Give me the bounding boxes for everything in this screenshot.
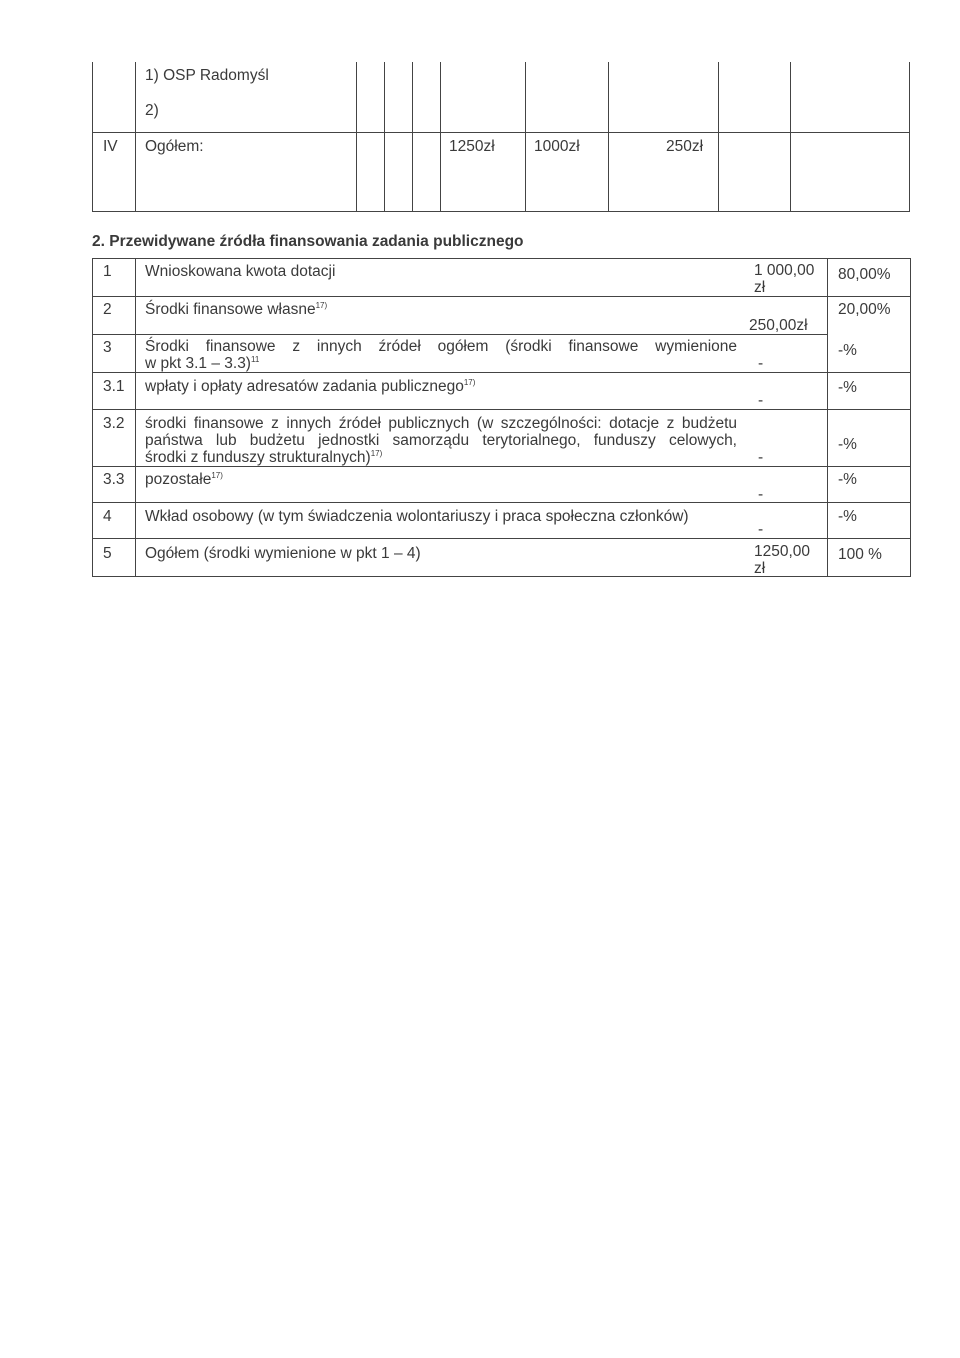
table-border [92,576,911,577]
row-label: wpłaty i opłaty adresatów zadania publicznego$^{17)}$ [145,377,476,395]
percentage: -% [838,508,857,525]
row-label: państwa lub budżetu jednostki samorządu terytorialnego, funduszy celowych, [145,432,737,449]
list-item: 1) OSP Radomyśl [145,67,269,84]
row-label: Wnioskowana kwota dotacji [145,263,336,280]
table-border [412,62,413,212]
row-label: pozostałe$^{17)}$ [145,470,223,488]
table-border [92,334,827,335]
row-label: w pkt 3.1 – 3.3)$^{11}$ [145,354,260,372]
table-border [910,258,911,577]
table-border [92,409,911,410]
table-border [608,62,609,212]
percentage: 20,00% [838,301,891,318]
table-border [440,62,441,212]
table-border [92,62,93,212]
amount: - [758,486,764,503]
amount: 250,00zł [749,317,808,334]
row-number: 4 [103,508,112,525]
amount: 1250,00 [754,543,811,560]
table-border [92,296,911,297]
table-border [92,211,910,212]
table-border [356,62,357,212]
section-heading: 2. Przewidywane źródła finansowania zadania publicznego [92,233,524,250]
table-border [92,372,911,373]
percentage: -% [838,436,857,453]
total-value: 1250zł [449,138,495,155]
row-number: 2 [103,301,112,318]
table-border [92,466,911,467]
amount: 1 000,00 [754,262,815,279]
table-border [92,258,93,577]
row-number: 3.3 [103,471,125,488]
amount: - [758,449,764,466]
percentage: 100 % [838,546,882,563]
table-border [790,62,791,212]
table-border [718,62,719,212]
row-label: środki finansowe z innych źródeł publicznych (w szczególności: dotacje z budżetu [145,415,737,432]
row-number: 1 [103,263,112,280]
total-value: 250zł [666,138,704,155]
percentage: -% [838,342,857,359]
percentage: -% [838,379,857,396]
table-border [525,62,526,212]
row-number: 5 [103,545,112,562]
row-number: 3.1 [103,378,125,395]
table-border [92,132,910,133]
table-border [827,258,828,577]
row-number: IV [103,138,118,155]
amount: - [758,392,764,409]
percentage: -% [838,471,857,488]
table-border [384,62,385,212]
row-number: 3 [103,339,112,356]
row-label: środki z funduszy strukturalnych)$^{17)}$ [145,448,383,466]
row-label: Wkład osobowy (w tym świadczenia wolontariuszy i praca społeczna członków) [145,508,689,525]
row-label: Środki finansowe własne$^{17)}$ [145,300,328,318]
amount-currency: zł [754,560,766,577]
row-label: Środki finansowe z innych źródeł ogółem (środki finansowe wymienione [145,338,737,355]
amount: - [758,355,764,372]
amount-currency: zł [754,279,766,296]
table-border [135,62,136,212]
list-item: 2) [145,102,159,119]
amount: - [758,521,764,538]
percentage: 80,00% [838,266,891,283]
table-border [92,502,911,503]
table-border [92,258,911,259]
total-value: 1000zł [534,138,580,155]
table-border [92,538,911,539]
row-label: Ogółem (środki wymienione w pkt 1 – 4) [145,545,421,562]
table-border [909,62,910,212]
row-number: 3.2 [103,415,125,432]
table-border [135,258,136,577]
total-label: Ogółem: [145,138,204,155]
